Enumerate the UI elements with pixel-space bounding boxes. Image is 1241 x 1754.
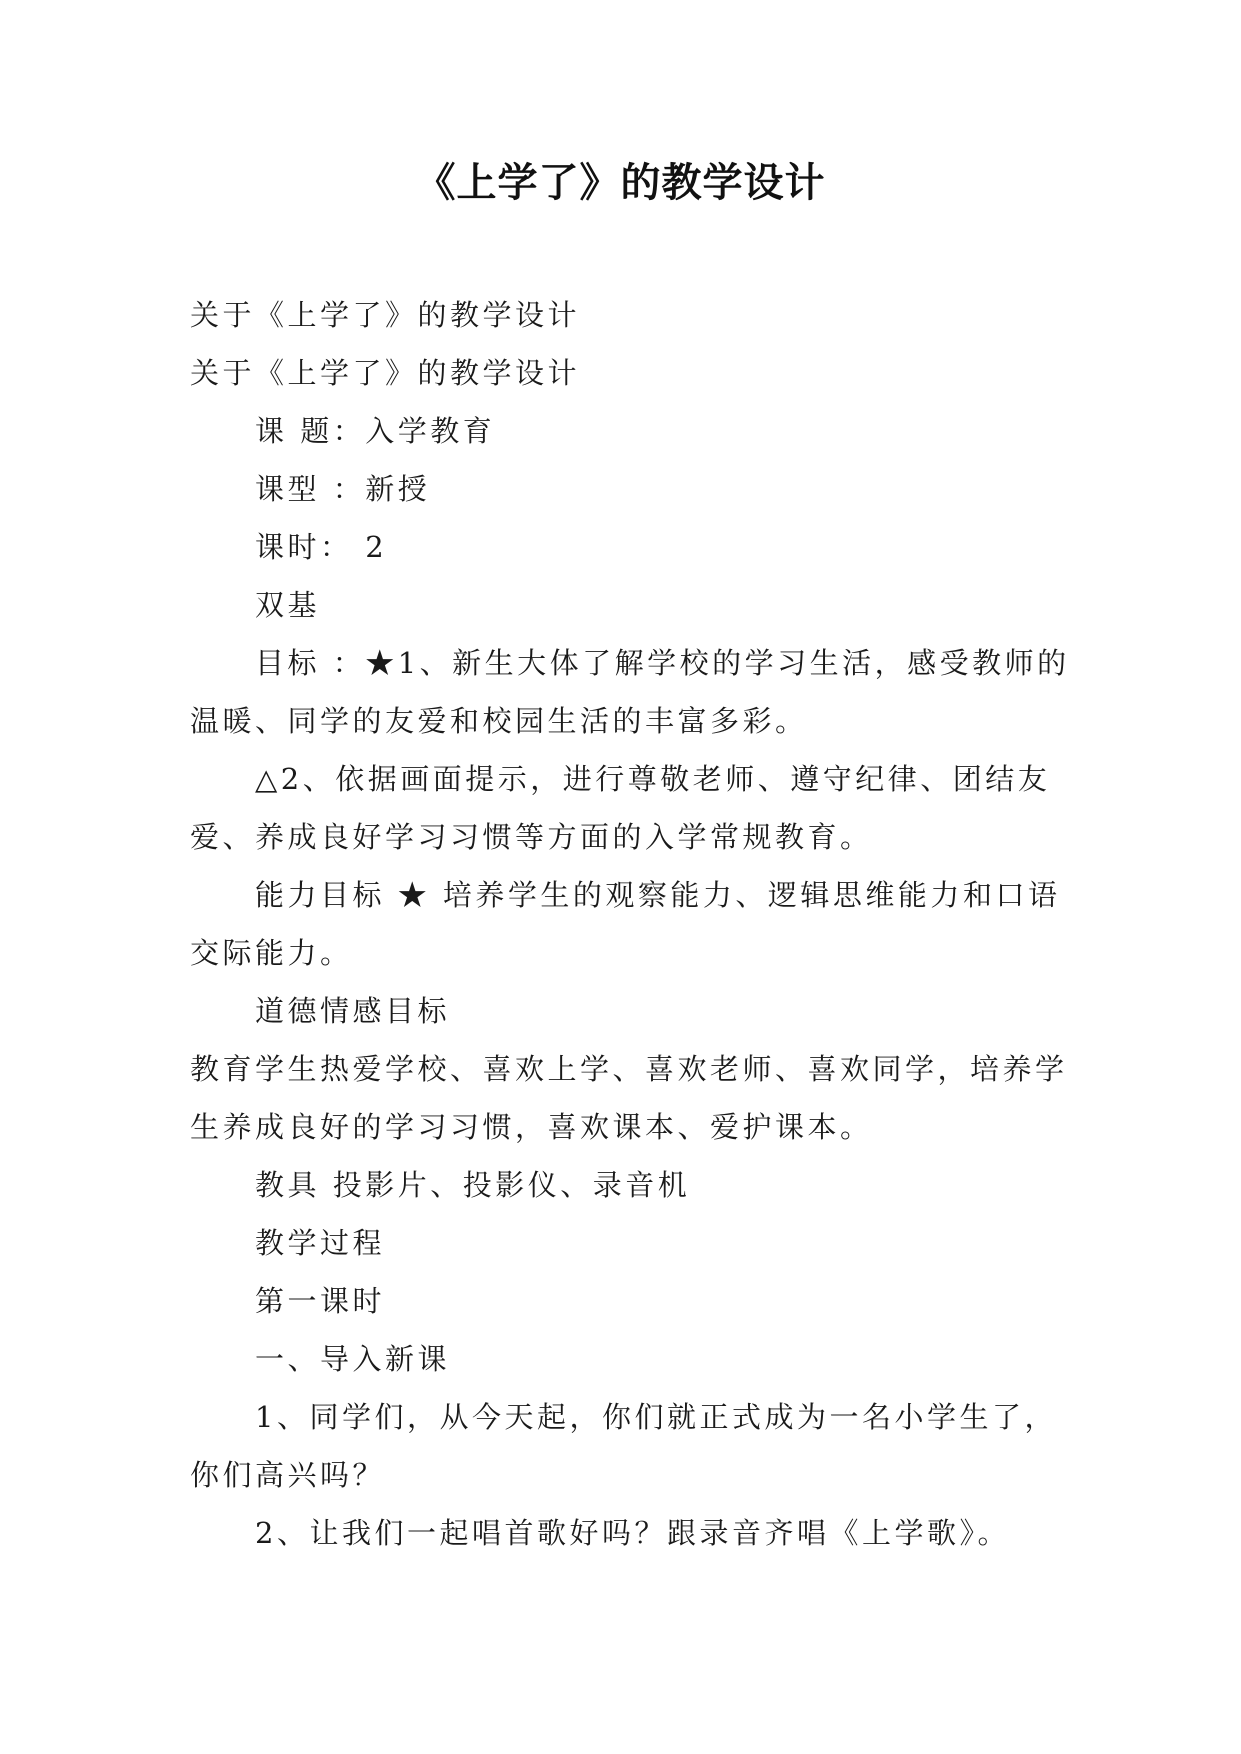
document-body (190, 286, 1070, 1562)
paragraph: 课型 ：新授 (255, 472, 431, 506)
paragraph: 道德情感目标 (255, 994, 451, 1028)
paragraph: 关于《上学了》的教学设计 (190, 356, 581, 390)
paragraph: 第一课时 (255, 1284, 386, 1318)
paragraph: 一、导入新课 (255, 1342, 451, 1376)
paragraph: 2、让我们一起唱首歌好吗？跟录音齐唱《上学歌》。 (255, 1516, 1010, 1550)
paragraph: 教育学生热爱学校、喜欢上学、喜欢老师、喜欢同学，培养学生养成良好的学习习惯，喜欢课本、爱护课本。 (190, 1052, 1068, 1144)
paragraph: 教具 投影片、投影仪、录音机 (255, 1168, 691, 1202)
paragraph: 课时： 2 (255, 530, 388, 564)
document-title: 《上学了》的教学设计 (415, 160, 826, 206)
paragraph: 课 题：入学教育 (255, 414, 496, 448)
paragraph: 目标 ：★1、新生大体了解学校的学习生活，感受教师的温暖、同学的友爱和校园生活的丰富多彩。 (190, 646, 1070, 738)
paragraph: 双基 (255, 588, 321, 622)
paragraph: 1、同学们，从今天起，你们就正式成为一名小学生了，你们高兴吗？ (190, 1400, 1057, 1492)
paragraph: △2、依据画面提示，进行尊敬老师、遵守纪律、团结友爱、养成良好学习习惯等方面的入学常规教育。 (190, 762, 1051, 854)
paragraph: 关于《上学了》的教学设计 (190, 298, 581, 332)
paragraph: 教学过程 (255, 1226, 386, 1260)
paragraph: 能力目标 ★ 培养学生的观察能力、逻辑思维能力和口语交际能力。 (190, 878, 1061, 970)
